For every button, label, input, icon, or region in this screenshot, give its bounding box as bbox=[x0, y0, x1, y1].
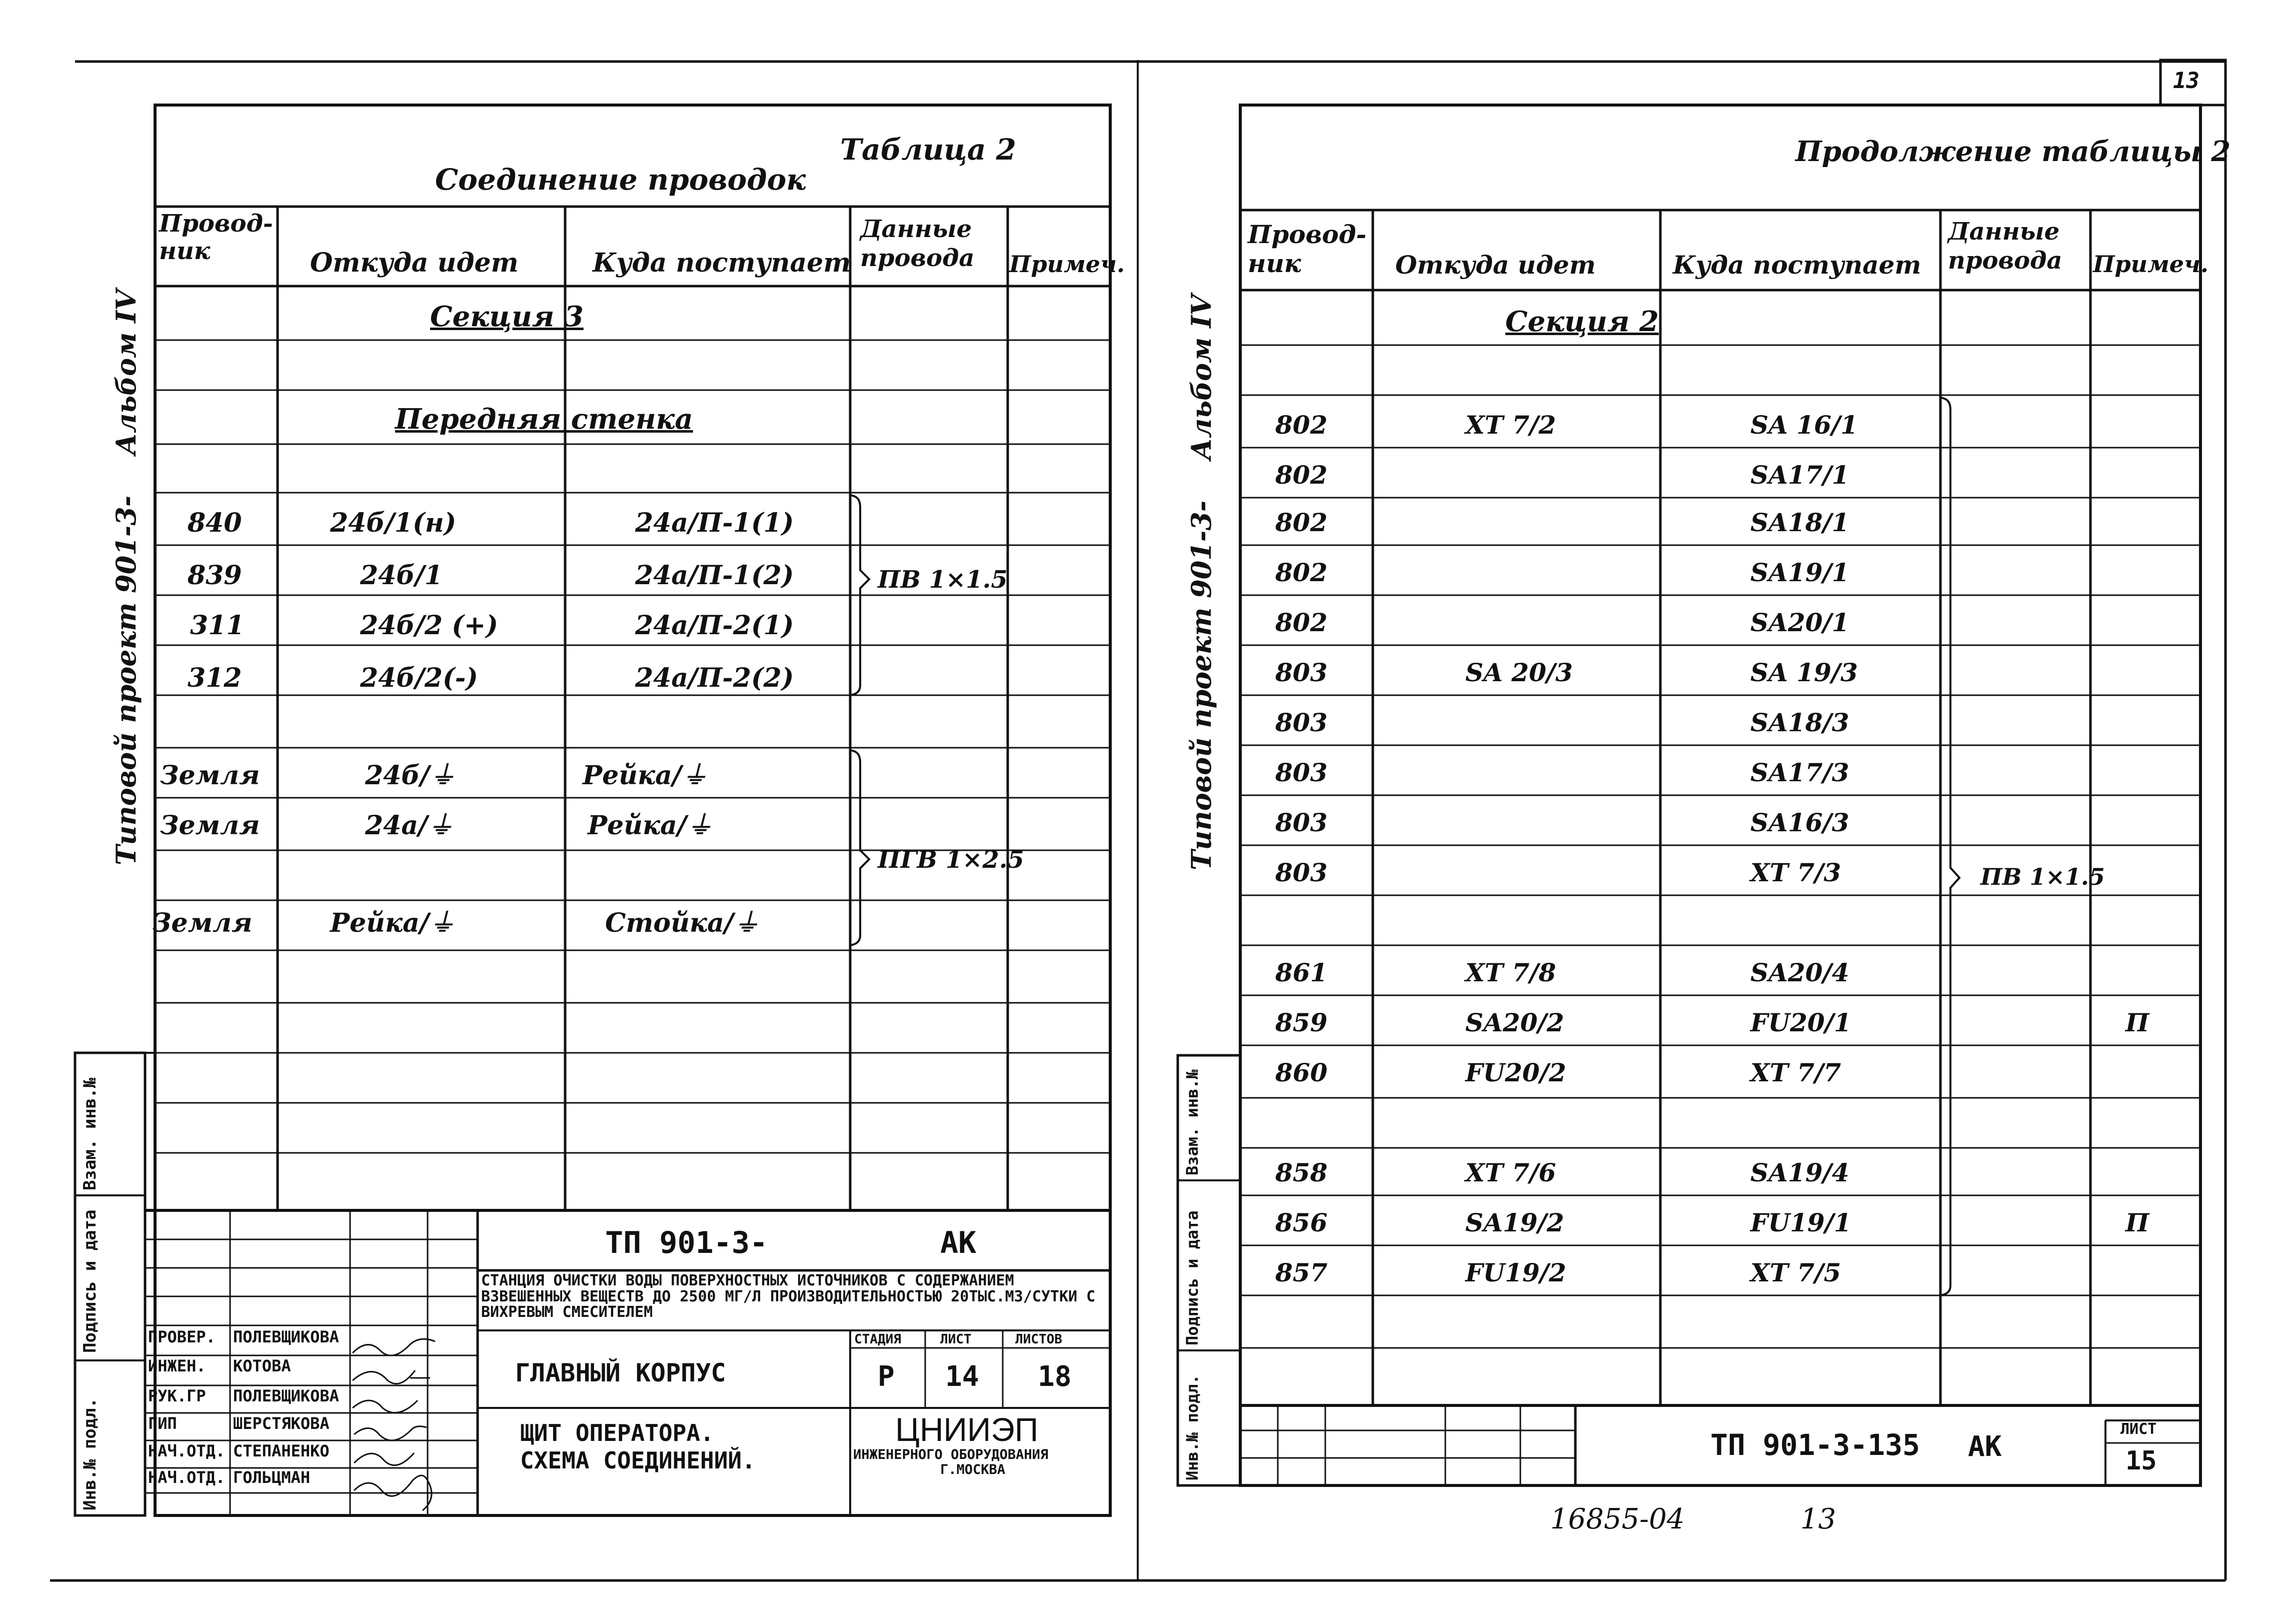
row-to-right: FU19/1 bbox=[1750, 1208, 1851, 1237]
wire-data-left-1: ПВ 1×1.5 bbox=[878, 566, 1008, 594]
row-from-right: XT 7/6 bbox=[1465, 1158, 1556, 1187]
corner-sheet-number: 13 bbox=[2173, 68, 2199, 94]
sheet-value-left: 14 bbox=[945, 1360, 979, 1393]
row-to-left: 24а/П-1(2) bbox=[635, 560, 794, 591]
role-name: ГОЛЬЦМАН bbox=[233, 1468, 311, 1487]
row-wire-right: 857 bbox=[1275, 1258, 1328, 1287]
row-to-left: Рейка/⏚ bbox=[588, 810, 713, 841]
sheet-value-right: 15 bbox=[2125, 1446, 2157, 1476]
row-from-left: 24б/2 (+) bbox=[360, 610, 498, 641]
row-wire-left: 312 bbox=[188, 663, 242, 693]
row-from-left: 24а/⏚ bbox=[365, 810, 454, 841]
org-name: ЦНИИЭП bbox=[895, 1411, 1039, 1448]
row-to-left: 24а/П-2(2) bbox=[635, 663, 794, 693]
row-to-right: XT 7/5 bbox=[1750, 1258, 1841, 1287]
row-from-right: FU19/2 bbox=[1465, 1258, 1566, 1287]
row-to-right: SA 16/1 bbox=[1750, 410, 1858, 440]
org-subtitle: ИНЖЕНЕРНОГО ОБОРУДОВАНИЯ bbox=[853, 1447, 1049, 1462]
row-wire-right: 860 bbox=[1275, 1058, 1328, 1087]
role-name: ШЕРСТЯКОВА bbox=[233, 1414, 330, 1433]
row-to-right: SA19/1 bbox=[1750, 558, 1849, 587]
row-wire-right: 803 bbox=[1275, 808, 1328, 837]
row-to-right: SA18/3 bbox=[1750, 708, 1849, 737]
project-label-right: Типовой проект 901-3- bbox=[1185, 500, 1217, 870]
row-to-left: Рейка/⏚ bbox=[583, 760, 708, 791]
role-title: ГИП bbox=[148, 1414, 177, 1433]
title-mark-right: АК bbox=[1968, 1430, 2002, 1463]
row-wire-left: Земля bbox=[153, 908, 253, 938]
row-to-left: Стойка/⏚ bbox=[605, 908, 760, 938]
row-wire-left: 311 bbox=[190, 610, 245, 641]
row-from-left: 24б/1(н) bbox=[330, 508, 457, 538]
header-to-left: Куда поступает bbox=[593, 248, 851, 278]
sheet-label-right: ЛИСТ bbox=[2120, 1420, 2157, 1438]
drawing-name-1: ЩИТ ОПЕРАТОРА. bbox=[520, 1419, 714, 1446]
header-data-left: Данные провода bbox=[860, 215, 975, 272]
row-to-right: SA19/4 bbox=[1750, 1158, 1849, 1187]
header-wire-left: Провод-ник bbox=[159, 210, 273, 266]
role-name: СТЕПАНЕНКО bbox=[233, 1441, 330, 1460]
row-wire-left: 840 bbox=[188, 508, 242, 538]
table-title-right: Продолжение таблицы 2 bbox=[1795, 135, 2231, 168]
wire-data-left-2: ПГВ 1×2.5 bbox=[878, 846, 1024, 874]
title-code-left: ТП 901-3- bbox=[605, 1225, 768, 1260]
row-wire-left: 839 bbox=[188, 560, 242, 591]
row-to-right: FU20/1 bbox=[1750, 1008, 1851, 1037]
row-wire-right: 802 bbox=[1275, 410, 1328, 440]
side-label-right-2: Подпись и дата bbox=[1183, 1210, 1202, 1345]
row-wire-right: 803 bbox=[1275, 658, 1328, 687]
row-from-right: SA19/2 bbox=[1465, 1208, 1564, 1237]
header-to-right: Куда поступает bbox=[1673, 250, 1921, 280]
title-mark-left: АК bbox=[940, 1225, 977, 1260]
row-wire-right: 803 bbox=[1275, 758, 1328, 787]
row-wire-right: 858 bbox=[1275, 1158, 1328, 1187]
row-wire-right: 802 bbox=[1275, 608, 1328, 637]
row-wire-right: 859 bbox=[1275, 1008, 1328, 1037]
header-note-left: Примеч. bbox=[1009, 251, 1125, 278]
table-subtitle-left: Соединение проводок bbox=[435, 163, 806, 197]
role-title: НАЧ.ОТД. bbox=[148, 1441, 226, 1460]
side-label-right-1: Инв.№ подл. bbox=[1183, 1374, 1202, 1480]
row-to-right: SA18/1 bbox=[1750, 508, 1849, 537]
row-from-right: FU20/2 bbox=[1465, 1058, 1566, 1087]
row-note-right: П bbox=[2125, 1008, 2149, 1037]
row-to-right: SA17/1 bbox=[1750, 460, 1849, 490]
row-wire-right: 802 bbox=[1275, 558, 1328, 587]
role-title: НАЧ.ОТД. bbox=[148, 1468, 226, 1487]
row-to-right: XT 7/3 bbox=[1750, 858, 1841, 887]
row-wire-left: Земля bbox=[160, 760, 260, 791]
org-city: Г.МОСКВА bbox=[940, 1462, 1006, 1477]
drawing-name-2: СХЕМА СОЕДИНЕНИЙ. bbox=[520, 1447, 756, 1474]
row-to-right: XT 7/7 bbox=[1750, 1058, 1841, 1087]
row-to-left: 24а/П-2(1) bbox=[635, 610, 794, 641]
building-name: ГЛАВНЫЙ КОРПУС bbox=[515, 1358, 726, 1387]
side-label-left-1: Инв.№ подл. bbox=[80, 1397, 100, 1510]
row-wire-right: 802 bbox=[1275, 508, 1328, 537]
stage-value: Р bbox=[878, 1360, 895, 1393]
row-from-left: Рейка/⏚ bbox=[330, 908, 455, 938]
header-wire-right: Провод-ник bbox=[1248, 220, 1367, 278]
sheets-value: 18 bbox=[1038, 1360, 1072, 1393]
role-name: ПОЛЕВЩИКОВА bbox=[233, 1386, 339, 1405]
sheets-label: ЛИСТОВ bbox=[1015, 1332, 1062, 1347]
subsection-label-left: Передняя стенка bbox=[395, 403, 693, 436]
wire-data-right: ПВ 1×1.5 bbox=[1980, 863, 2105, 890]
row-note-right: П bbox=[2125, 1208, 2149, 1237]
role-name: КОТОВА bbox=[233, 1356, 291, 1375]
header-data-right: Данные провода bbox=[1948, 218, 2062, 275]
row-from-left: 24б/1 bbox=[360, 560, 443, 591]
row-to-right: SA20/1 bbox=[1750, 608, 1849, 637]
side-label-left-2: Подпись и дата bbox=[80, 1209, 100, 1353]
title-description: СТАНЦИЯ ОЧИСТКИ ВОДЫ ПОВЕРХНОСТНЫХ ИСТОЧНИКОВ С СОДЕРЖАНИЕМ ВЗВЕШЕННЫХ ВЕЩЕСТВ ДО 2500 МГ/Л ПРОИЗВОДИТЕЛЬНОСТЬЮ 20ТЫС.М3/СУТКИ С ВИХРЕВЫМ СМЕСИТЕЛЕМ bbox=[481, 1272, 1096, 1321]
side-label-right-3: Взам. инв.№ bbox=[1183, 1069, 1202, 1175]
sheet-label-left: ЛИСТ bbox=[940, 1332, 972, 1347]
row-wire-right: 856 bbox=[1275, 1208, 1328, 1237]
row-to-right: SA17/3 bbox=[1750, 758, 1849, 787]
role-name: ПОЛЕВЩИКОВА bbox=[233, 1327, 339, 1346]
row-from-right: SA20/2 bbox=[1465, 1008, 1564, 1037]
row-from-left: 24б/⏚ bbox=[365, 760, 456, 791]
row-from-right: XT 7/2 bbox=[1465, 410, 1556, 440]
table-title-left: Таблица 2 bbox=[840, 133, 1016, 167]
role-title: ИНЖЕН. bbox=[148, 1356, 206, 1375]
row-to-right: SA16/3 bbox=[1750, 808, 1849, 837]
row-from-right: XT 7/8 bbox=[1465, 958, 1556, 987]
row-wire-right: 803 bbox=[1275, 708, 1328, 737]
row-wire-left: Земля bbox=[160, 810, 260, 841]
album-label-right: Альбом IV bbox=[1185, 294, 1217, 460]
role-title: РУК.ГР bbox=[148, 1386, 206, 1405]
role-title: ПРОВЕР. bbox=[148, 1327, 216, 1346]
title-code-right: ТП 901-3-135 bbox=[1710, 1428, 1920, 1462]
header-from-right: Откуда идет bbox=[1395, 250, 1596, 280]
header-note-right: Примеч. bbox=[2093, 251, 2208, 278]
row-to-right: SA20/4 bbox=[1750, 958, 1849, 987]
inventory-number: 16855-04 bbox=[1550, 1503, 1685, 1535]
page-number-note: 13 bbox=[1800, 1503, 1836, 1535]
section-label-left: Секция 3 bbox=[430, 300, 584, 333]
row-to-right: SA 19/3 bbox=[1750, 658, 1858, 687]
album-label-left: Альбом IV bbox=[110, 289, 142, 455]
row-from-right: SA 20/3 bbox=[1465, 658, 1573, 687]
row-wire-right: 803 bbox=[1275, 858, 1328, 887]
row-wire-right: 861 bbox=[1275, 958, 1328, 987]
row-wire-right: 802 bbox=[1275, 460, 1328, 490]
project-label-left: Типовой проект 901-3- bbox=[110, 495, 142, 865]
header-from-left: Откуда идет bbox=[310, 248, 519, 278]
side-label-left-3: Взам. инв.№ bbox=[80, 1077, 100, 1190]
row-from-left: 24б/2(-) bbox=[360, 663, 478, 693]
row-to-left: 24а/П-1(1) bbox=[635, 508, 794, 538]
section-label-right: Секция 2 bbox=[1505, 305, 1659, 338]
stage-label: СТАДИЯ bbox=[854, 1332, 901, 1347]
